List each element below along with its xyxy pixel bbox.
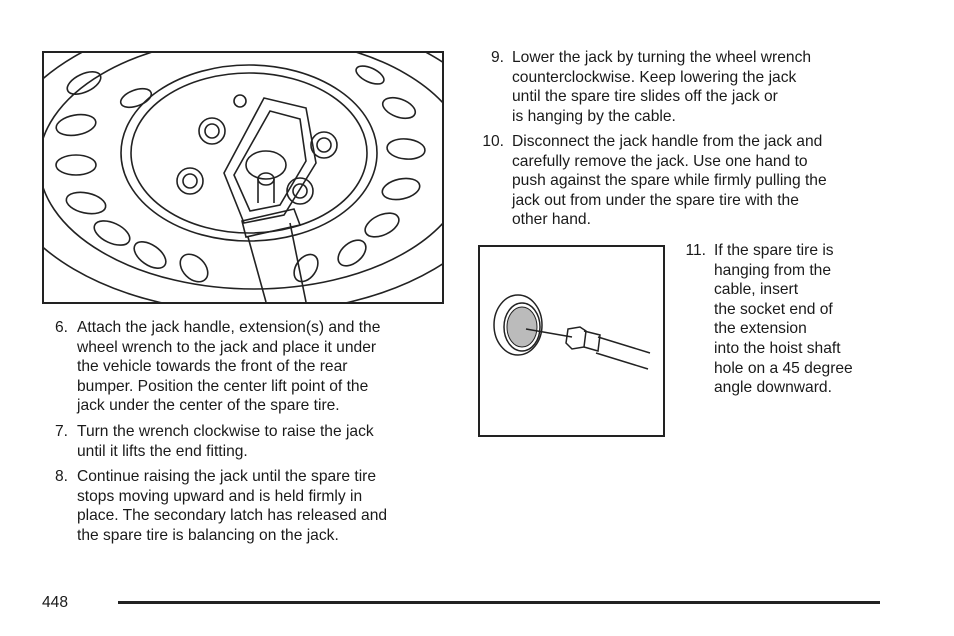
step-number: 9. — [490, 49, 504, 66]
hoist-shaft-extension-illustration — [478, 245, 665, 437]
text-line: Turn the wrench clockwise to raise the jack — [77, 423, 374, 440]
text-line: bumper. Position the center lift point of the — [77, 377, 369, 395]
footer-rule — [118, 601, 880, 604]
hoist-shaft-drawing — [480, 247, 663, 435]
text-line: Attach the jack handle, extension(s) and the — [77, 319, 381, 336]
page-number: 448 — [42, 594, 69, 611]
step-text — [714, 241, 853, 398]
text-line: other hand. — [512, 211, 591, 229]
step-text — [512, 48, 811, 126]
text-line: Continue raising the jack until the spare tire — [77, 468, 377, 485]
text-line: until the spare tire slides off the jack or — [512, 88, 778, 106]
text-line: the extension — [714, 320, 807, 338]
text-line: jack out from under the spare tire with the — [512, 191, 799, 209]
text-line: is hanging by the cable. — [512, 107, 676, 125]
spare-tire-jack-illustration — [42, 51, 444, 304]
spare-tire-jack-drawing — [44, 53, 442, 302]
text-line: jack under the center of the spare tire. — [77, 397, 340, 415]
text-line: the spare tire is balancing on the jack. — [77, 526, 339, 544]
step-number: 11. — [685, 242, 706, 259]
step-text — [77, 422, 374, 461]
text-line: If the spare tire is — [714, 242, 834, 259]
step-number: 8. — [54, 468, 68, 485]
text-line: cable, insert — [714, 281, 799, 299]
text-line: hanging from the — [714, 261, 832, 279]
text-line: carefully remove the jack. Use one hand to — [512, 152, 808, 170]
text-line: stops moving upward and is held firmly in — [77, 487, 363, 505]
text-line: Lower the jack by turning the wheel wrench — [512, 49, 812, 66]
text-line: hole on a 45 degree — [714, 359, 853, 377]
text-line: angle downward. — [714, 379, 832, 397]
text-line: until it lifts the end fitting. — [77, 442, 248, 460]
text-line: place. The secondary latch has released and — [77, 507, 388, 525]
text-line: wheel wrench to the jack and place it under — [77, 338, 377, 356]
text-line: push against the spare while firmly pulling the — [512, 172, 827, 190]
text-line: Disconnect the jack handle from the jack and — [512, 133, 823, 150]
text-line: the vehicle towards the front of the rear — [77, 358, 348, 376]
step-number: 6. — [54, 319, 68, 336]
step-number: 10. — [482, 133, 504, 150]
text-line: counterclockwise. Keep lowering the jack — [512, 68, 797, 86]
text-line: the socket end of — [714, 300, 833, 318]
step-text — [512, 132, 827, 230]
text-line: into the hoist shaft — [714, 339, 841, 357]
step-number: 7. — [54, 423, 68, 440]
step-text — [77, 467, 387, 545]
step-text — [77, 318, 380, 416]
